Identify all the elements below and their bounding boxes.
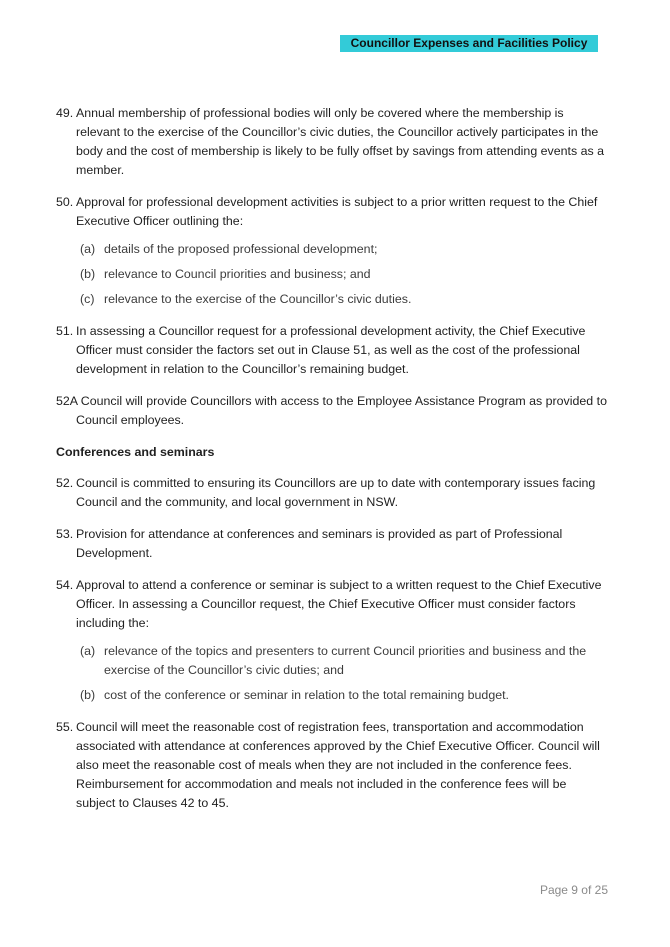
list-item (80, 265, 608, 284)
clause-53 (56, 525, 608, 563)
list-item (80, 642, 608, 680)
list-item (80, 290, 608, 309)
clause-number: 53. (56, 527, 74, 541)
clause-text: Provision for attendance at conferences and seminars is provided as part of Professional Development. (76, 527, 563, 560)
list-item (80, 686, 608, 705)
item-text: details of the proposed professional development; (104, 242, 378, 256)
clause-54-sublist (80, 642, 608, 705)
clause-number: 49. (56, 106, 74, 120)
clause-text: Approval for professional development activities is subject to a prior written request to the Chief Executive Officer outlining the: (76, 195, 598, 228)
clause-number: 54. (56, 578, 74, 592)
section-heading: Conferences and seminars (56, 445, 215, 459)
item-letter: (a) (80, 644, 96, 658)
clause-50 (56, 193, 608, 231)
item-letter: (a) (80, 242, 96, 256)
clause-text: Council is committed to ensuring its Councillors are up to date with contemporary issues facing Council and the community, and local government in NSW. (76, 476, 596, 509)
item-letter: (b) (80, 688, 96, 702)
item-text: relevance of the topics and presenters to current Council priorities and business and the exercise of the Councillor’s civic duties; and (104, 644, 587, 677)
clause-50-sublist (80, 240, 608, 309)
clause-number: 51. (56, 324, 74, 338)
clause-number: 52. (56, 476, 74, 490)
list-item (80, 240, 608, 259)
item-letter: (c) (80, 292, 95, 306)
clause-text: Annual membership of professional bodies will only be covered where the membership is relevant to the exercise of the Councillor’s civic duties, the Councillor actively participates in the body and the cost of membership is likely to be fully offset by savings from attending events as a member. (76, 106, 605, 177)
clause-49 (56, 104, 608, 180)
clause-text: Approval to attend a conference or seminar is subject to a written request to the Chief Executive Officer. In assessing a Councillor request, the Chief Executive Officer must consider factors including the: (76, 578, 602, 630)
clause-55 (56, 718, 608, 813)
page-number: Page 9 of 25 (539, 883, 608, 897)
clause-52a: 52A Council will provide Councillors with access to the Employee Assistance Program as provided to Council employees. (56, 394, 607, 427)
item-text: cost of the conference or seminar in relation to the total remaining budget. (104, 688, 509, 702)
document-header-title: Councillor Expenses and Facilities Policy (340, 35, 598, 52)
clause-text: Council will meet the reasonable cost of registration fees, transportation and accommodation associated with attendance at conferences approved by the Chief Executive Officer. Council will also meet the reasonable cost of meals when they are not included in the conference fees. Reimbursement for accommodation and meals not included in the conference fees will be subject to Clauses 42 to 45. (76, 720, 600, 810)
item-text: relevance to Council priorities and business; and (104, 267, 371, 281)
clause-number: 50. (56, 195, 74, 209)
clause-52 (56, 474, 608, 512)
clause-text: In assessing a Councillor request for a professional development activity, the Chief Executive Officer must consider the factors set out in Clause 51, as well as the cost of the professional development in relation to the Councillor’s remaining budget. (76, 324, 586, 376)
clause-number: 55. (56, 720, 74, 734)
clause-51 (56, 322, 608, 379)
document-body (56, 104, 608, 826)
item-letter: (b) (80, 267, 96, 281)
clause-54 (56, 576, 608, 633)
item-text: relevance to the exercise of the Councillor’s civic duties. (104, 292, 412, 306)
